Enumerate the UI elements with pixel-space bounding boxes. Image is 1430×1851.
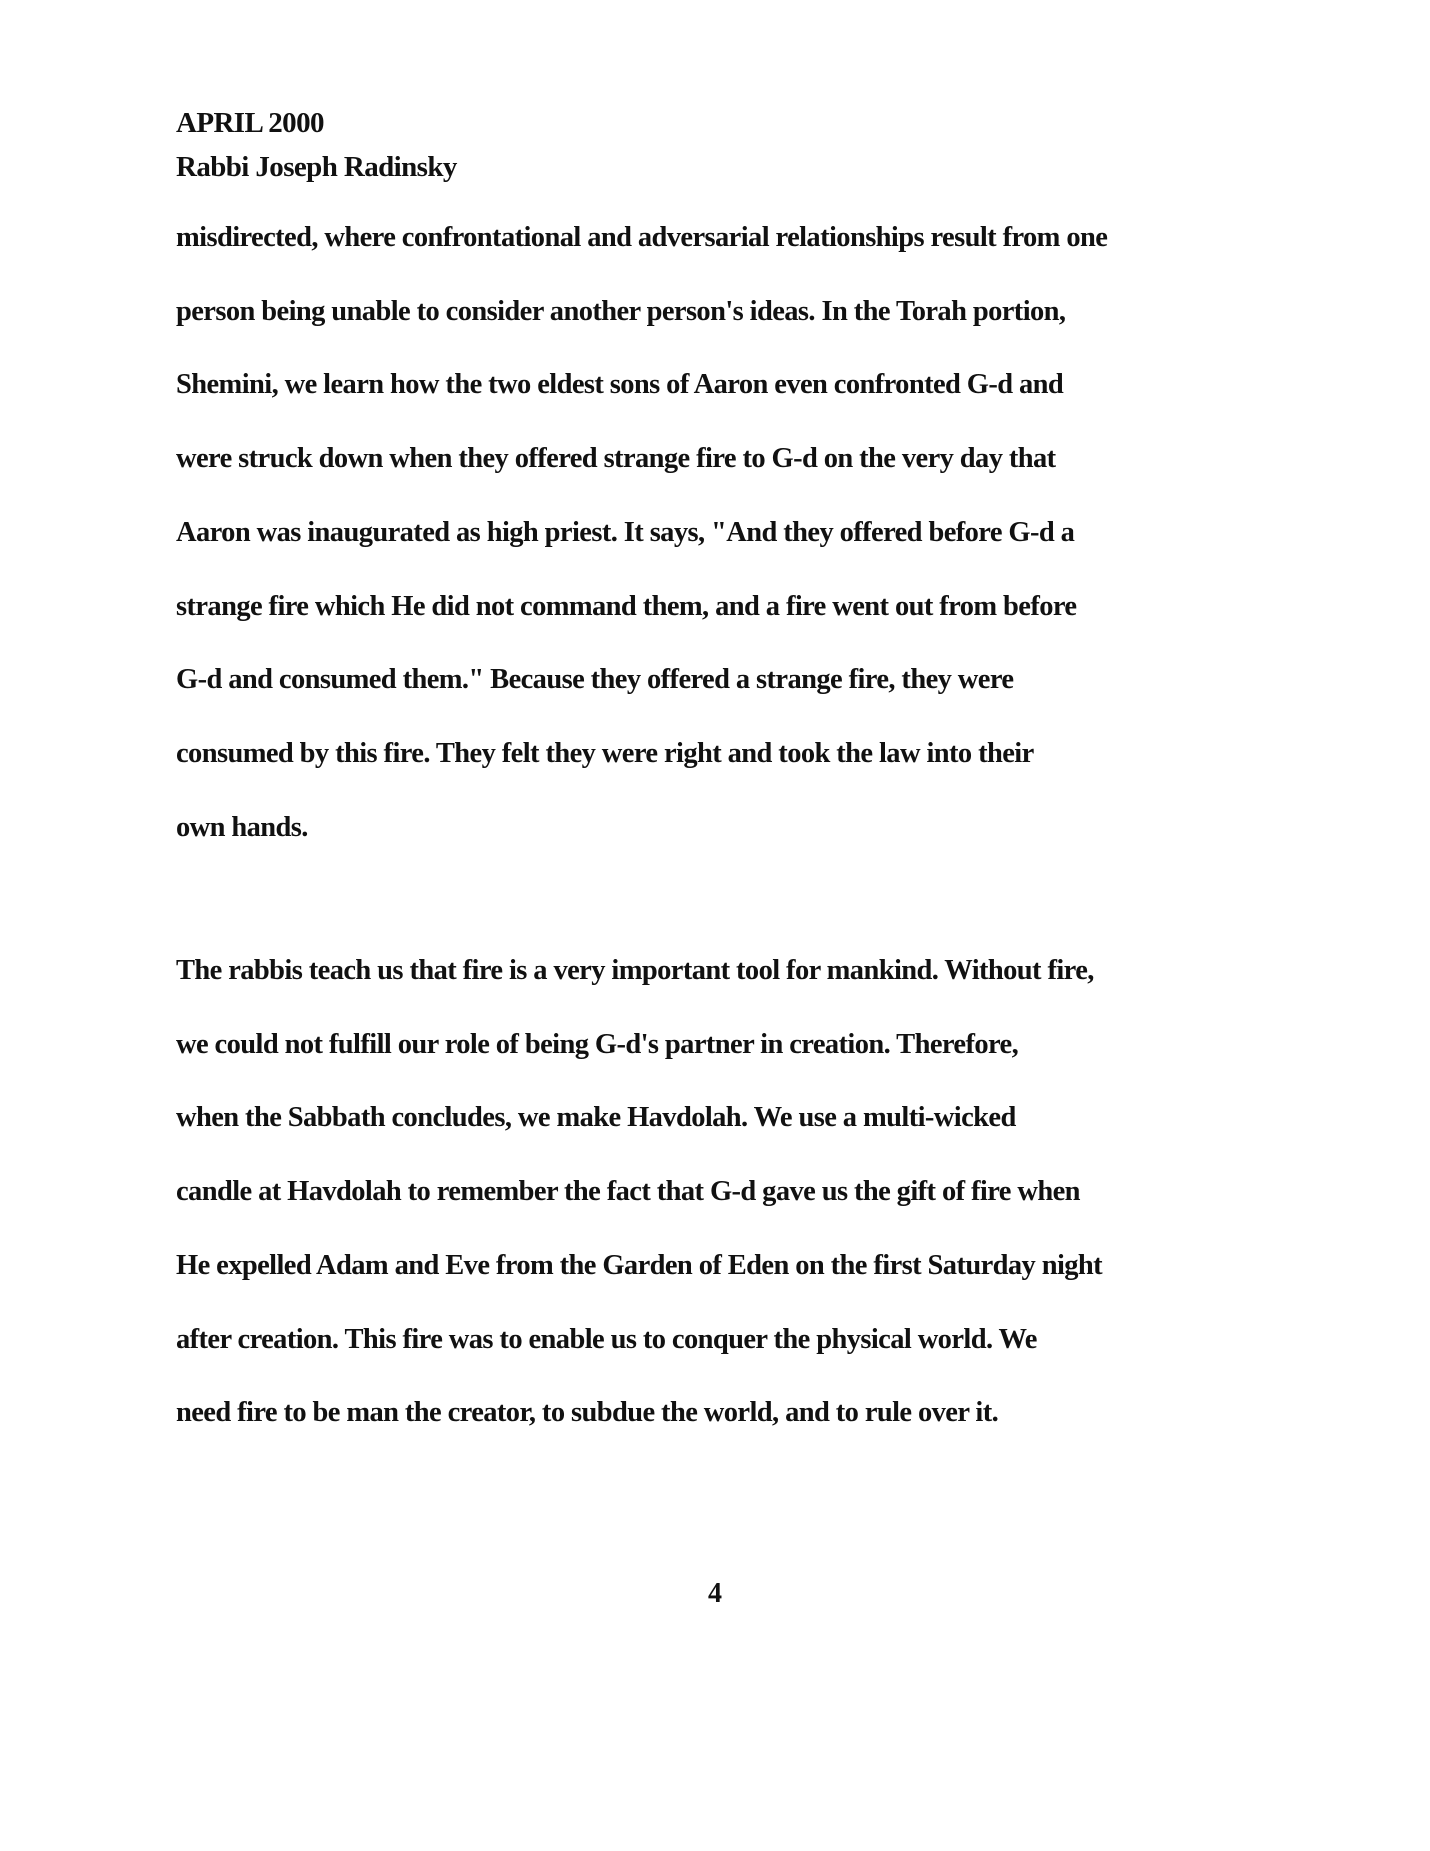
text-line: G-d and consumed them." Because they offered a strange fire, they were (176, 664, 1014, 696)
text-line: The rabbis teach us that fire is a very important tool for mankind. Without fire, (176, 955, 1094, 986)
text-line: after creation. This fire was to enable us to conquer the physical world. We (176, 1323, 1037, 1355)
text-line: consumed by this fire. They felt they were right and took the law into their (176, 737, 1034, 769)
text-line: own hands. (176, 811, 308, 843)
text-line: strange fire which He did not command them, and a fire went out from before (176, 590, 1077, 622)
text-line: He expelled Adam and Eve from the Garden of Eden on the first Saturday night (176, 1249, 1103, 1281)
text-line: when the Sabbath concludes, we make Havdolah. We use a multi-wicked (176, 1102, 1016, 1134)
document-author: Rabbi Joseph Radinsky (176, 151, 457, 183)
text-line: Shemini, we learn how the two eldest sons of Aaron even confronted G-d and (176, 369, 1064, 401)
text-line: we could not fulfill our role of being G-d's partner in creation. Therefore, (176, 1028, 1019, 1060)
text-line: were struck down when they offered strange fire to G-d on the very day that (176, 443, 1056, 475)
text-line: person being unable to consider another person's ideas. In the Torah portion, (176, 295, 1066, 327)
page-number: 4 (708, 1578, 722, 1609)
text-line: candle at Havdolah to remember the fact that G-d gave us the gift of fire when (176, 1176, 1080, 1208)
text-line: need fire to be man the creator, to subdue the world, and to rule over it. (176, 1397, 999, 1429)
text-line: misdirected, where confrontational and adversarial relationships result from one (176, 222, 1108, 253)
text-line: Aaron was inaugurated as high priest. It says, "And they offered before G-d a (176, 516, 1075, 548)
document-date: APRIL 2000 (176, 107, 324, 139)
